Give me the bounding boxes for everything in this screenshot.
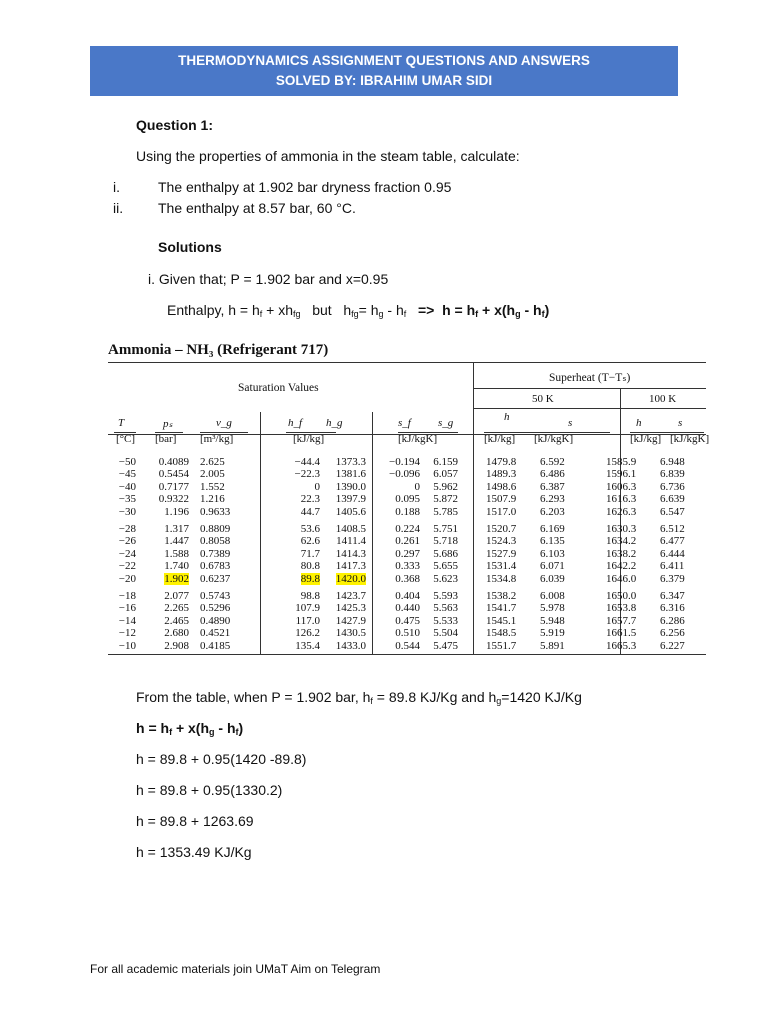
header-banner: [90, 46, 678, 96]
col-sym: s: [678, 417, 683, 429]
table-cell: 1661.5: [606, 627, 637, 640]
table-cell: 5.563: [433, 602, 458, 615]
col-unit: [m³/kg]: [200, 433, 234, 445]
table-cell: 1520.7: [486, 523, 517, 535]
table-cell: 6.008: [540, 590, 565, 602]
table-cell: 1524.3: [486, 535, 517, 548]
solutions-title: Solutions: [158, 239, 222, 255]
table-cell: 135.4: [295, 639, 320, 652]
table-cell: 1425.3: [335, 602, 366, 615]
table-cell: 6.227: [660, 639, 685, 652]
table-cell: 0.5743: [200, 590, 231, 602]
item-number: ii.: [113, 200, 124, 216]
col-sym: T: [118, 417, 125, 429]
col-unit: [kJ/kg]: [293, 433, 325, 445]
table-cell: 1408.5: [335, 523, 366, 535]
col-unit: [kJ/kgK]: [670, 433, 710, 445]
table-cell: −28: [118, 523, 136, 535]
table-cell: 5.751: [433, 523, 458, 535]
table-cell: −44.4: [294, 456, 320, 468]
table-cell: 0.7389: [200, 547, 231, 560]
table-cell: 1665.3: [606, 639, 637, 652]
table-cell: 2.077: [164, 590, 189, 602]
calc-step-3: h = 89.8 + 1263.69: [136, 813, 254, 829]
table-cell: 1.740: [164, 560, 189, 573]
table-cell: 0: [414, 480, 420, 493]
table-cell: [286, 573, 320, 585]
table-cell: 5.919: [540, 627, 565, 640]
table-cell: 5.623: [433, 572, 458, 585]
table-cell: −0.096: [389, 468, 420, 481]
table-cell: 1373.3: [335, 456, 366, 468]
calc-result: h = 1353.49 KJ/Kg: [136, 844, 252, 860]
table-cell: −20: [118, 572, 136, 585]
table-cell: 2.908: [164, 639, 189, 652]
col-sym: h: [636, 417, 642, 429]
table-cell: [155, 573, 189, 585]
table-cell: 1381.6: [335, 468, 366, 481]
table-cell: 6.103: [540, 547, 565, 560]
item-number: i.: [113, 179, 120, 195]
table-cell: 1650.0: [606, 590, 637, 602]
table-cell: 1507.9: [486, 493, 517, 506]
table-cell: 6.512: [660, 523, 685, 535]
table-cell: −16: [118, 602, 136, 615]
table-cell: 0.4185: [200, 639, 231, 652]
table-cell: 6.347: [660, 590, 685, 602]
table-cell: −22: [118, 560, 136, 573]
enthalpy-formula: Enthalpy, $h = h_f + xh_{fg}$ but $h_{fg}= h_g - h_f$ => $h = h_f + x(h_g - h_f)$: [167, 302, 550, 319]
table-cell: 0.261: [395, 535, 420, 548]
table-cell: 5.718: [433, 535, 458, 548]
table-cell: 0.7177: [158, 480, 189, 493]
sub-50k: 50 K: [532, 393, 554, 405]
table-cell: 6.411: [660, 560, 685, 573]
table-cell: 1517.0: [486, 505, 517, 518]
table-cell: 6.256: [660, 627, 685, 640]
table-cell: 6.477: [660, 535, 685, 548]
highlighted-value: 1420.0: [335, 572, 366, 585]
table-cell: 1531.4: [486, 560, 517, 573]
col-sym: h_f: [288, 417, 303, 429]
highlighted-value: 1.902: [164, 572, 189, 585]
table-cell: 1.196: [164, 505, 189, 518]
table-cell: 6.547: [660, 505, 685, 518]
table-cell: 2.625: [200, 456, 225, 468]
table-cell: 5.978: [540, 602, 565, 615]
table-cell: 5.655: [433, 560, 458, 573]
table-cell: 0.333: [395, 560, 420, 573]
table-cell: 1596.1: [606, 468, 637, 481]
table-cell: 1538.2: [486, 590, 517, 602]
sub-100k: 100 K: [649, 393, 677, 405]
table-cell: −14: [118, 614, 136, 627]
table-cell: 107.9: [295, 602, 320, 615]
table-cell: 0.095: [395, 493, 420, 506]
table-cell: 0.9633: [200, 505, 231, 518]
table-cell: 6.135: [540, 535, 565, 548]
table-cell: 1411.4: [336, 535, 366, 548]
table-cell: 0.368: [395, 572, 420, 585]
table-cell: 1527.9: [486, 547, 517, 560]
table-cell: 0.4521: [200, 627, 231, 640]
table-cell: −35: [118, 493, 136, 506]
col-sym: h_g: [326, 417, 343, 429]
table-cell: 0.4890: [200, 614, 231, 627]
item-text: The enthalpy at 1.902 bar dryness fraction 0.95: [158, 179, 452, 195]
table-cell: 5.962: [433, 480, 458, 493]
table-cell: 1.588: [164, 547, 189, 560]
table-cell: 5.475: [433, 639, 458, 652]
table-cell: 53.6: [300, 523, 320, 535]
table-cell: −24: [118, 547, 136, 560]
table-cell: 1430.5: [335, 627, 366, 640]
table-cell: −26: [118, 535, 136, 548]
table-cell: 0.8809: [200, 523, 231, 535]
table-cell: 6.639: [660, 493, 685, 506]
table-cell: 0: [314, 480, 320, 493]
table-cell: −12: [118, 627, 136, 640]
table-cell: 0.4089: [158, 456, 189, 468]
table-title: Ammonia – NH₃ (Refrigerant 717): [108, 342, 329, 358]
table-cell: 1638.2: [606, 547, 637, 560]
table-cell: −40: [118, 480, 136, 493]
col-unit: [kJ/kgK]: [398, 433, 438, 445]
table-cell: 1626.3: [606, 505, 637, 518]
table-cell: 1534.8: [486, 572, 517, 585]
table-cell: 1585.9: [606, 456, 637, 468]
table-cell: −50: [118, 456, 136, 468]
table-cell: 1.317: [164, 523, 189, 535]
col-sym: s_g: [438, 417, 454, 429]
col-unit: [kJ/kg]: [484, 433, 516, 445]
table-cell: 6.444: [660, 547, 685, 560]
table-cell: 6.379: [660, 572, 685, 585]
table-cell: 1642.2: [606, 560, 637, 573]
table-cell: 6.387: [540, 480, 565, 493]
header-author: SOLVED BY: IBRAHIM UMAR SIDI: [275, 73, 493, 88]
col-sym: h: [504, 411, 510, 423]
table-cell: 6.592: [540, 456, 565, 468]
table-cell: 1646.0: [606, 572, 637, 585]
table-cell: 6.948: [660, 456, 685, 468]
table-cell: 6.293: [540, 493, 565, 506]
table-cell: 0.5296: [200, 602, 231, 615]
table-cell: 0.404: [395, 590, 420, 602]
table-cell: 1433.0: [335, 639, 366, 652]
table-cell: 0.6783: [200, 560, 231, 573]
table-cell: [326, 573, 366, 585]
table-cell: 1489.3: [486, 468, 517, 481]
table-cell: 6.286: [660, 614, 685, 627]
table-cell: 1541.7: [486, 602, 517, 615]
table-cell: 126.2: [295, 627, 320, 640]
table-cell: −30: [118, 505, 136, 518]
table-cell: 1.216: [200, 493, 225, 506]
table-cell: 6.057: [433, 468, 458, 481]
col-sym: s: [568, 417, 573, 429]
table-cell: 6.316: [660, 602, 685, 615]
table-cell: 1545.1: [486, 614, 517, 627]
table-cell: 6.159: [433, 456, 458, 468]
table-cell: 5.891: [540, 639, 565, 652]
table-cell: 117.0: [295, 614, 320, 627]
table-cell: 1551.7: [486, 639, 517, 652]
table-cell: 1548.5: [486, 627, 517, 640]
table-cell: 1630.3: [606, 523, 637, 535]
question-intro: Using the properties of ammonia in the steam table, calculate:: [136, 148, 520, 164]
group-saturation: Saturation Values: [238, 382, 319, 394]
table-cell: 22.3: [300, 493, 320, 506]
table-cell: 1479.8: [486, 456, 517, 468]
table-cell: 0.224: [395, 523, 420, 535]
table-cell: 6.486: [540, 468, 565, 481]
table-cell: 0.6237: [200, 572, 231, 585]
highlighted-value: 89.8: [300, 572, 320, 585]
question-title: Question 1:: [136, 117, 214, 133]
table-cell: 1414.3: [335, 547, 366, 560]
table-cell: −22.3: [294, 468, 320, 481]
table-cell: 1397.9: [335, 493, 366, 506]
table-cell: 0.510: [395, 627, 420, 640]
col-sym: s_f: [398, 417, 411, 429]
table-cell: 1606.3: [606, 480, 637, 493]
given-line: i. Given that; P = 1.902 bar and x=0.95: [148, 271, 389, 287]
table-cell: 6.203: [540, 505, 565, 518]
table-cell: 0.5454: [158, 468, 189, 481]
property-table: [108, 362, 710, 662]
table-cell: 1653.8: [606, 602, 637, 615]
table-cell: 2.680: [164, 627, 189, 640]
table-cell: 5.504: [433, 627, 458, 640]
calc-step-2: h = 89.8 + 0.95(1330.2): [136, 782, 283, 798]
table-cell: 1405.6: [335, 505, 366, 518]
table-cell: 5.593: [433, 590, 458, 602]
table-cell: 6.736: [660, 480, 685, 493]
table-cell: −10: [118, 639, 136, 652]
header-title: THERMODYNAMICS ASSIGNMENT QUESTIONS AND ANSWERS: [178, 53, 590, 68]
col-unit: [bar]: [155, 433, 177, 445]
calc-step-1: h = 89.8 + 0.95(1420 -89.8): [136, 751, 307, 767]
table-cell: 0.297: [395, 547, 420, 560]
table-cell: 1.552: [200, 480, 225, 493]
table-cell: 1427.9: [335, 614, 366, 627]
table-cell: 1417.3: [335, 560, 366, 573]
table-cell: 0.9322: [158, 493, 189, 506]
table-cell: −45: [118, 468, 136, 481]
col-unit: [°C]: [116, 433, 136, 445]
table-cell: 0.188: [395, 505, 420, 518]
table-cell: 5.948: [540, 614, 565, 627]
table-cell: −0.194: [389, 456, 420, 468]
footer-note: For all academic materials join UMaT Aim on Telegram: [90, 962, 381, 976]
table-cell: 0.8058: [200, 535, 231, 548]
col-sym: v_g: [216, 417, 232, 429]
table-cell: 2.265: [164, 602, 189, 615]
table-cell: 6.169: [540, 523, 565, 535]
table-cell: 1498.6: [486, 480, 517, 493]
table-cell: −18: [118, 590, 136, 602]
table-cell: 1423.7: [335, 590, 366, 602]
group-superheat: Superheat (T−Tₛ): [549, 372, 631, 384]
table-cell: 5.872: [433, 493, 458, 506]
table-cell: 71.7: [300, 547, 320, 560]
col-sym: pₛ: [163, 418, 173, 430]
table-cell: 1657.7: [606, 614, 637, 627]
table-cell: 44.7: [300, 505, 320, 518]
table-cell: 5.785: [433, 505, 458, 518]
table-cell: 1390.0: [335, 480, 366, 493]
col-unit: [kJ/kgK]: [534, 433, 574, 445]
table-cell: 62.6: [300, 535, 320, 548]
from-table-line: From the table, when P = 1.902 bar, $h_f = 89.8$ KJ/Kg and $h_g=1420$ KJ/Kg: [136, 689, 582, 706]
table-cell: 6.839: [660, 468, 685, 481]
table-cell: 5.686: [433, 547, 458, 560]
table-cell: 1634.2: [606, 535, 637, 548]
table-cell: 0.475: [395, 614, 420, 627]
table-cell: 2.465: [164, 614, 189, 627]
table-cell: 1616.3: [606, 493, 637, 506]
table-cell: 0.440: [395, 602, 420, 615]
table-cell: 6.071: [540, 560, 565, 573]
table-cell: 0.544: [395, 639, 420, 652]
item-text: The enthalpy at 8.57 bar, 60 °C.: [158, 200, 356, 216]
col-unit: [kJ/kg]: [630, 433, 662, 445]
table-cell: 6.039: [540, 572, 565, 585]
table-cell: 98.8: [300, 590, 320, 602]
table-cell: 1.447: [164, 535, 189, 548]
table-cell: 80.8: [300, 560, 320, 573]
formula-line: $h = h_f + x(h_g - h_f)$: [136, 720, 244, 737]
table-cell: 2.005: [200, 468, 225, 481]
table-cell: 5.533: [433, 614, 458, 627]
